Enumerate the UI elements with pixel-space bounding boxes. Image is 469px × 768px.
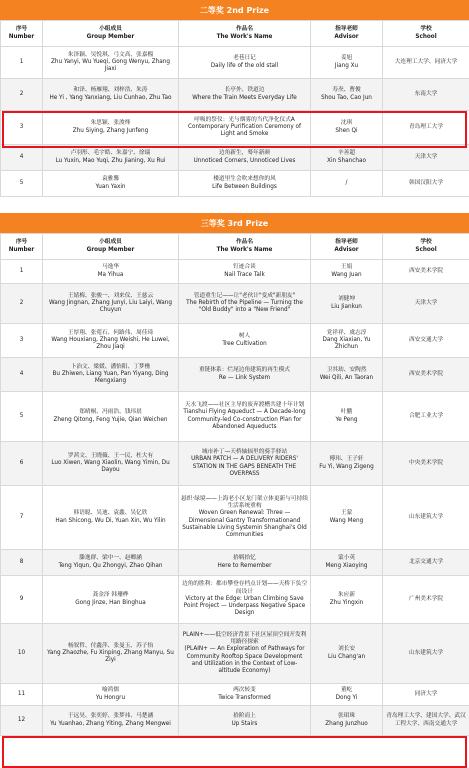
row-school: 东南大学 bbox=[383, 79, 469, 111]
row-advisor: 蒙小英 Meng Xiaoying bbox=[311, 550, 383, 576]
row-advisor: 张珺珠 Zhang Junzhuo bbox=[311, 706, 383, 736]
header-number: 序号 Number bbox=[1, 234, 43, 260]
row-work: 呼吸的祭仪：光与烟雾的当代净化仪式A Contemporary Purification Ceremony of Light and Smoke bbox=[179, 111, 311, 145]
row-school: 西安美术学院 bbox=[383, 358, 469, 392]
row-member: 罗茜文、王晓薇、王一民、杜大有 Luo Xiwen, Wang Xiaolin, Wang Yimin, Du Dayou bbox=[43, 442, 179, 486]
row-member: 王厚翔、张菀石、何路伟、周佳琦 Wang Houxiang, Zhang Weishi, He Luwei, Zhou Jiaqi bbox=[43, 324, 179, 358]
row-number: 2 bbox=[1, 79, 43, 111]
table-header-row bbox=[1, 21, 469, 47]
row-work: 拾羁拾忆 Here to Remember bbox=[179, 550, 311, 576]
header-advisor: 指导老师 Advisor bbox=[311, 21, 383, 47]
row-school: 韩国汉阳大学 bbox=[383, 171, 469, 197]
table-row bbox=[1, 392, 469, 442]
row-member: 卜治文、梁媛、潘怡阳、丁梦樵 Bu Zhiwen, Liang Yuan, Pan Yiyang, Ding Mengxiang bbox=[43, 358, 179, 392]
table-row bbox=[1, 324, 469, 358]
row-number: 2 bbox=[1, 284, 43, 324]
row-member: 和泽、杨雁翔、刘梓浩、朱涛 He Yi , Yang Yanxiang, Liu Cunhao, Zhu Tao bbox=[43, 79, 179, 111]
row-member: 于远昊、张奕婷、张梦祎、马楚涵 Yu Yuanhao, Zhang Yiting, Zhang Mengwei bbox=[43, 706, 179, 736]
row-work: 长亭外、铁道边 Where the Train Meets Everyday Life bbox=[179, 79, 311, 111]
third-prize-section bbox=[0, 213, 469, 736]
row-school: 合肥工业大学 bbox=[383, 392, 469, 442]
row-work: 钉迹合谈 Nail Trace Talk bbox=[179, 260, 311, 284]
row-work: 拾阶而上 Up Stairs bbox=[179, 706, 311, 736]
row-member: 袁雅馨 Yuan Yaxin bbox=[43, 171, 179, 197]
table-row bbox=[1, 442, 469, 486]
row-advisor: 卫其劫、安陶然 Wei Qili, An Taoran bbox=[311, 358, 383, 392]
row-work: 管道重生记——让"老伙计"变成"新朋友" The Rebirth of the Pipeline — Turning the "Old Buddy" into a "New Friend" bbox=[179, 284, 311, 324]
row-advisor: 党祥祥、虞志淳 Dang Xiaxian, Yu Zhichun bbox=[311, 324, 383, 358]
row-advisor: 刘长安 Liu Chang'an bbox=[311, 624, 383, 684]
header-work-name: 作品名 The Work's Name bbox=[179, 21, 311, 47]
row-advisor: / bbox=[311, 171, 383, 197]
row-school: 大连理工大学、同济大学 bbox=[383, 47, 469, 79]
table-row bbox=[1, 79, 469, 111]
row-advisor: 姜旭 Jiang Xu bbox=[311, 47, 383, 79]
row-advisor: 董屹 Dong Yi bbox=[311, 684, 383, 706]
row-number: 5 bbox=[1, 171, 43, 197]
second-prize-section bbox=[0, 0, 469, 197]
row-advisor: 王娟 Wang Juan bbox=[311, 260, 383, 284]
row-number: 4 bbox=[1, 358, 43, 392]
row-number: 1 bbox=[1, 47, 43, 79]
row-advisor: 沈琪 Shen Qi bbox=[311, 111, 383, 145]
second-prize-banner: 二等奖 2nd Prize bbox=[0, 0, 469, 20]
row-work: 边角新生，蓦年新颜 Unnoticed Corners, Unnoticed Lives bbox=[179, 145, 311, 171]
row-advisor: 朱应新 Zhu Yingxin bbox=[311, 576, 383, 624]
header-group-member: 小组成员 Group Member bbox=[43, 234, 179, 260]
table-row bbox=[1, 706, 469, 736]
row-school: 广州美术学院 bbox=[383, 576, 469, 624]
row-school: 山东建筑大学 bbox=[383, 624, 469, 684]
row-work: 天水飞渡——社区主导的废弃渡槽共建十年计划 Tianshui Flying Aqueduct — A Decade-long Community-led Co-construction Plan for Abandoned Aqueducts bbox=[179, 392, 311, 442]
table-row bbox=[1, 550, 469, 576]
row-member: 龚金泽 韩珊桦 Gong Jinze, Han Binghua bbox=[43, 576, 179, 624]
header-group-member: 小组成员 Group Member bbox=[43, 21, 179, 47]
row-member: 马逸华 Ma Yihua bbox=[43, 260, 179, 284]
row-advisor: 辛善超 Xin Shanchao bbox=[311, 145, 383, 171]
row-number: 1 bbox=[1, 260, 43, 284]
row-school: 北京交通大学 bbox=[383, 550, 469, 576]
row-school: 西安美术学院 bbox=[383, 260, 469, 284]
table-row bbox=[1, 576, 469, 624]
second-prize-table bbox=[0, 20, 469, 197]
row-number: 5 bbox=[1, 392, 43, 442]
row-number: 3 bbox=[1, 111, 43, 145]
row-number: 3 bbox=[1, 324, 43, 358]
header-number: 序号 Number bbox=[1, 21, 43, 47]
table-row bbox=[1, 684, 469, 706]
row-member: 朱思颖、张浚烽 Zhu Siying, Zhang Junfeng bbox=[43, 111, 179, 145]
row-number: 6 bbox=[1, 442, 43, 486]
row-member: 滕逸群、梁中一、赵卿涵 Teng Yiqun, Qu Zhongyi, Zhao Qihan bbox=[43, 550, 179, 576]
row-member: 喻鸿儒 Yu Hongru bbox=[43, 684, 179, 706]
row-number: 11 bbox=[1, 684, 43, 706]
row-advisor: 王蒙 Wang Meng bbox=[311, 486, 383, 550]
row-number: 8 bbox=[1, 550, 43, 576]
row-member: 郑晴桐、冯雨浩、钱玮晨 Zheng Qitong, Feng Yujie, Qian Weichen bbox=[43, 392, 179, 442]
row-work: 树人 Tree Cultivation bbox=[179, 324, 311, 358]
row-work: 两次转变 Twice Transformed bbox=[179, 684, 311, 706]
table-row bbox=[1, 171, 469, 197]
third-prize-table bbox=[0, 233, 469, 736]
row-work: PLAIN+——低空经济背景下社区屋顶空间开发利用路径探索 (PLAIN+ — An Exploration of Pathways for Community Rooftop Space Development and Utilization in the Context of Low-altitude Economy) bbox=[179, 624, 311, 684]
third-prize-banner: 三等奖 3rd Prize bbox=[0, 213, 469, 233]
row-school: 山东建筑大学 bbox=[383, 486, 469, 550]
row-number: 10 bbox=[1, 624, 43, 684]
table-row bbox=[1, 624, 469, 684]
row-number: 12 bbox=[1, 706, 43, 736]
row-advisor: 傅玮、王子轩 Fu Yi, Wang Zigeng bbox=[311, 442, 383, 486]
row-work: 城市补丁—天桥轴辐里的骑手驿站 URBAN PATCH — A DELIVERY RIDERS' STATION IN THE GAPS BENEATH THE OVERPASS bbox=[179, 442, 311, 486]
row-member: 卢羽彤、毛宇皓、朱嘉宁、徐瑞 Lu Yuxin, Mao Yuqi, Zhu Jianing, Xu Rui bbox=[43, 145, 179, 171]
table-header-row bbox=[1, 234, 469, 260]
table-row bbox=[1, 284, 469, 324]
table-row bbox=[1, 47, 469, 79]
row-school: 青岛理工大学、建国大学、武汉工程大学、西南交通大学 bbox=[383, 706, 469, 736]
highlight-box-second-row-3 bbox=[2, 111, 467, 148]
table-row bbox=[1, 358, 469, 392]
header-advisor: 指导老师 Advisor bbox=[311, 234, 383, 260]
row-member: 朱泽颖、吴悦琪、弓文高、张嘉榴 Zhu Yanyi, Wu Yueqi, Gong Wenyu, Zhang Jiaxi bbox=[43, 47, 179, 79]
row-work: 重链体系：烂尾边角建筑的再生模式 Re — Link System bbox=[179, 358, 311, 392]
row-advisor: 叶鹏 Ye Peng bbox=[311, 392, 383, 442]
row-work: 边角的胜利：都市攀登存档点计划——天桥下负空间设计 Victory at the Edge: Urban Climbing Save Point Project — Underpass Negative Space Design bbox=[179, 576, 311, 624]
row-school: 同济大学 bbox=[383, 684, 469, 706]
row-number: 9 bbox=[1, 576, 43, 624]
row-number: 4 bbox=[1, 145, 43, 171]
header-school: 学校 School bbox=[383, 234, 469, 260]
table-row bbox=[1, 486, 469, 550]
row-advisor: 刘健坤 Liu Jiankun bbox=[311, 284, 383, 324]
row-advisor: 寿焘、曹俊 Shou Tao, Cao Jun bbox=[311, 79, 383, 111]
highlight-box-third-row-12 bbox=[2, 736, 467, 768]
row-member: 王婧梅、张骏一、刘来仪、王慈云 Wang Jingnan, Zhang Junyi, Liu Laiyi, Wang Chuyun bbox=[43, 284, 179, 324]
row-school: 天津大学 bbox=[383, 284, 469, 324]
row-school: 中央美术学院 bbox=[383, 442, 469, 486]
row-school: 天津大学 bbox=[383, 145, 469, 171]
row-school: 青岛理工大学 bbox=[383, 111, 469, 145]
header-work-name: 作品名 The Work's Name bbox=[179, 234, 311, 260]
row-member: 韩语聪、吴迪、袁鑫、吴亿欣 Han Shicong, Wu Di, Yuan Xin, Wu Yilin bbox=[43, 486, 179, 550]
row-work: 楼道里生会吹来想你的风 Life Between Buildings bbox=[179, 171, 311, 197]
row-number: 7 bbox=[1, 486, 43, 550]
table-row bbox=[1, 260, 469, 284]
table-row bbox=[1, 145, 469, 171]
header-school: 学校 School bbox=[383, 21, 469, 47]
row-work: 悬织·绿境——上海老小区龙门架立体更新与可持续生活系统重构 Woven Green Renewal: Three — Dimensional Gantry Transformationand Sustainable Living Systemin Shanghai's Old Communities bbox=[179, 486, 311, 550]
row-school: 西安交通大学 bbox=[383, 324, 469, 358]
row-work: 老巷日记 Daily life of the old stall bbox=[179, 47, 311, 79]
row-member: 杨叙哲、付鑫萍、张曼玉、苏子怡 Yang Zhaozhe, Fu Xinping, Zhang Manyu, Su Ziyi bbox=[43, 624, 179, 684]
